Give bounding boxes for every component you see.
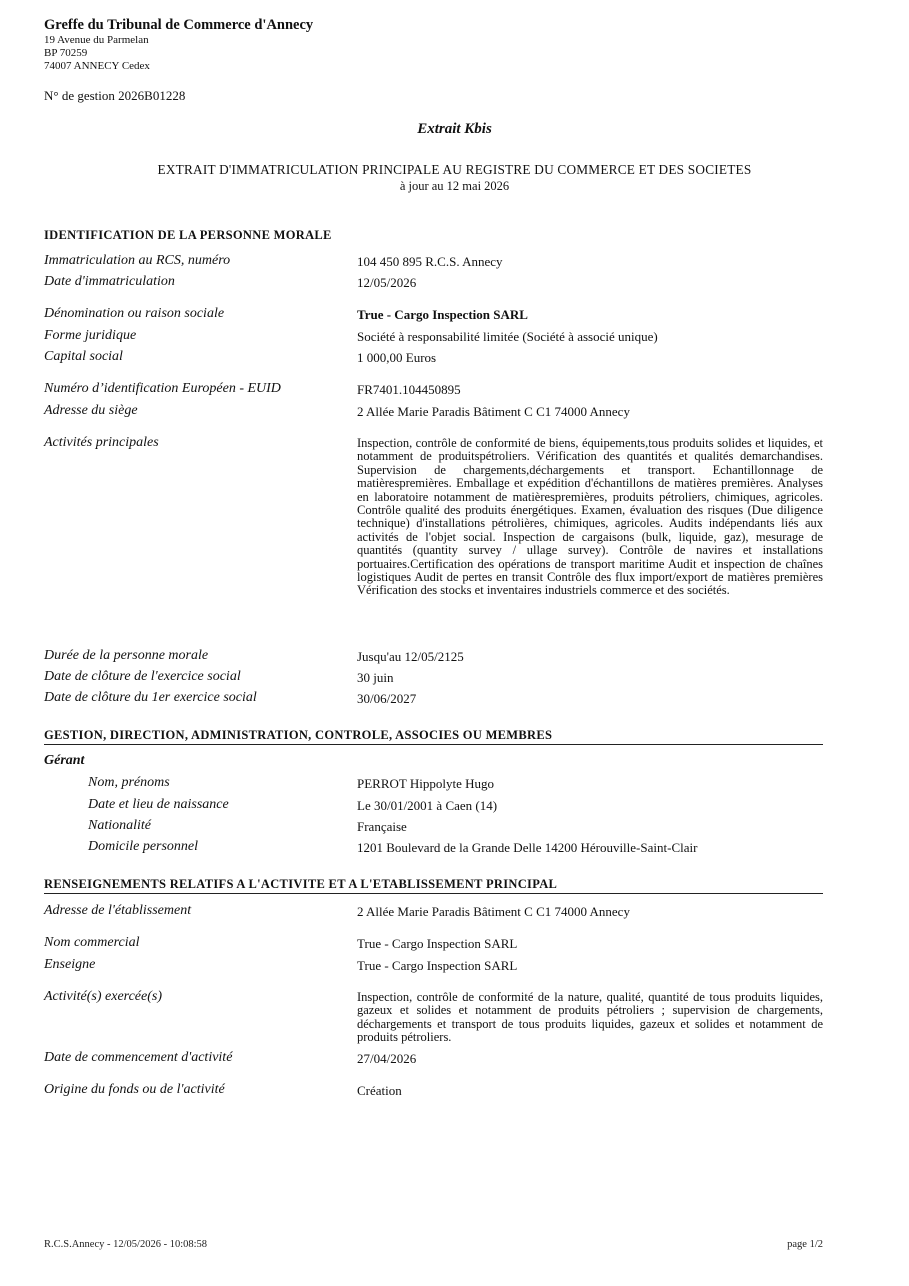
gerant-role: Gérant (44, 753, 85, 768)
cloture-value: 30 juin (357, 670, 394, 685)
domicile-value: 1201 Boulevard de la Grande Delle 14200 Hérouville-Saint-Clair (357, 840, 698, 855)
nom-commercial-label: Nom commercial (44, 935, 140, 950)
cloture-label: Date de clôture de l'exercice social (44, 669, 241, 684)
date-immat-label: Date d'immatriculation (44, 274, 175, 289)
nom-commercial-value: True - Cargo Inspection SARL (357, 936, 518, 951)
gestion-number: N° de gestion 2026B01228 (44, 88, 186, 103)
section-gestion: GESTION, DIRECTION, ADMINISTRATION, CONTROLE, ASSOCIES OU MEMBRES (44, 728, 823, 745)
forme-value: Société à responsabilité limitée (Société à associé unique) (357, 329, 658, 344)
etab-adresse-label: Adresse de l'établissement (44, 903, 192, 918)
commencement-label: Date de commencement d'activité (44, 1050, 233, 1065)
duree-label: Durée de la personne morale (44, 648, 209, 663)
commencement-value: 27/04/2026 (357, 1051, 417, 1066)
origine-value: Création (357, 1083, 402, 1098)
activite-value: Inspection, contrôle de conformité de la nature, qualité, quantité de tous produits liquides, gazeux et solides et notamment de produits pétroliers ; supervision de chargements, déchargements et transport de tous produits liquides, gazeux et solides et notamment de produits pétroliers. (357, 990, 823, 1045)
etab-adresse-value: 2 Allée Marie Paradis Bâtiment C C1 74000 Annecy (357, 904, 630, 919)
greffe-address-line3: 74007 ANNECY Cedex (44, 60, 150, 72)
greffe-name: Greffe du Tribunal de Commerce d'Annecy (44, 17, 314, 33)
nom-label: Nom, prénoms (88, 775, 170, 790)
rcs-label: Immatriculation au RCS, numéro (44, 253, 231, 268)
activites-value: Inspection, contrôle de conformité de biens, équipements,tous produits solides et liquides, et notamment de produitspétroliers. Vérification des quantités et qualités demarchandises. Supervision de chargements,déchargements et transport. Echantillonnage de matièrespremières. Emballage et expédition d'échantillons de matières premières. Analyses en laboratoire notamment de matièrespremières, produits pétroliers, chimiques, agricoles. Contrôle qualité des produits énergétiques. Examen, évaluation des risques (Due diligence technique) d'installations pétrolières, chimiques, agricoles. Audits indépendants liés aux activités de l'objet social. Inspection de cargaisons (bulk, liquide, gaz), mesurage de quantités (quantity survey / ullage survey). Contrôle de navires et installations portuaires.Certification des opérations de transport maritime Audit et inspection de chaînes logistiques Audit de pertes en transit Contrôle des flux import/export de matières premières Vérification des stocks et inventaires industriels commerce et des sociétés. (357, 436, 823, 598)
date-immat-value: 12/05/2026 (357, 275, 417, 290)
denomination-label: Dénomination ou raison sociale (44, 306, 225, 321)
section-identification: IDENTIFICATION DE LA PERSONNE MORALE (44, 228, 332, 242)
cloture1-label: Date de clôture du 1er exercice social (44, 690, 257, 705)
page-number: page 1/2 (787, 1239, 823, 1250)
duree-value: Jusqu'au 12/05/2125 (357, 649, 464, 664)
euid-value: FR7401.104450895 (357, 382, 461, 397)
greffe-address-line2: BP 70259 (44, 47, 88, 59)
rcs-value: 104 450 895 R.C.S. Annecy (357, 254, 503, 269)
footer-timestamp: R.C.S.Annecy - 12/05/2026 - 10:08:58 (44, 1239, 208, 1250)
update-date: à jour au 12 mai 2026 (399, 179, 510, 193)
enseigne-label: Enseigne (44, 957, 96, 972)
capital-label: Capital social (44, 349, 123, 364)
kbis-title: Extrait Kbis (417, 121, 492, 137)
section-etablissement: RENSEIGNEMENTS RELATIFS A L'ACTIVITE ET A L'ETABLISSEMENT PRINCIPAL (44, 877, 823, 894)
denomination-value: True - Cargo Inspection SARL (357, 307, 528, 322)
domicile-label: Domicile personnel (88, 839, 199, 854)
main-title: EXTRAIT D'IMMATRICULATION PRINCIPALE AU REGISTRE DU COMMERCE ET DES SOCIETES (157, 162, 752, 177)
nationalite-value: Française (357, 819, 407, 834)
euid-label: Numéro d’identification Européen - EUID (44, 381, 281, 396)
enseigne-value: True - Cargo Inspection SARL (357, 958, 518, 973)
siege-label: Adresse du siège (44, 403, 138, 418)
cloture1-value: 30/06/2027 (357, 691, 417, 706)
naissance-value: Le 30/01/2001 à Caen (14) (357, 798, 498, 813)
nationalite-label: Nationalité (88, 818, 151, 833)
activites-label: Activités principales (44, 435, 159, 450)
nom-value: PERROT Hippolyte Hugo (357, 776, 494, 791)
activite-label: Activité(s) exercée(s) (44, 989, 163, 1004)
naissance-label: Date et lieu de naissance (88, 797, 229, 812)
greffe-block (44, 16, 313, 73)
forme-label: Forme juridique (44, 328, 137, 343)
capital-value: 1 000,00 Euros (357, 350, 437, 365)
origine-label: Origine du fonds ou de l'activité (44, 1082, 225, 1097)
siege-value: 2 Allée Marie Paradis Bâtiment C C1 74000 Annecy (357, 404, 630, 419)
greffe-address-line1: 19 Avenue du Parmelan (44, 34, 149, 46)
